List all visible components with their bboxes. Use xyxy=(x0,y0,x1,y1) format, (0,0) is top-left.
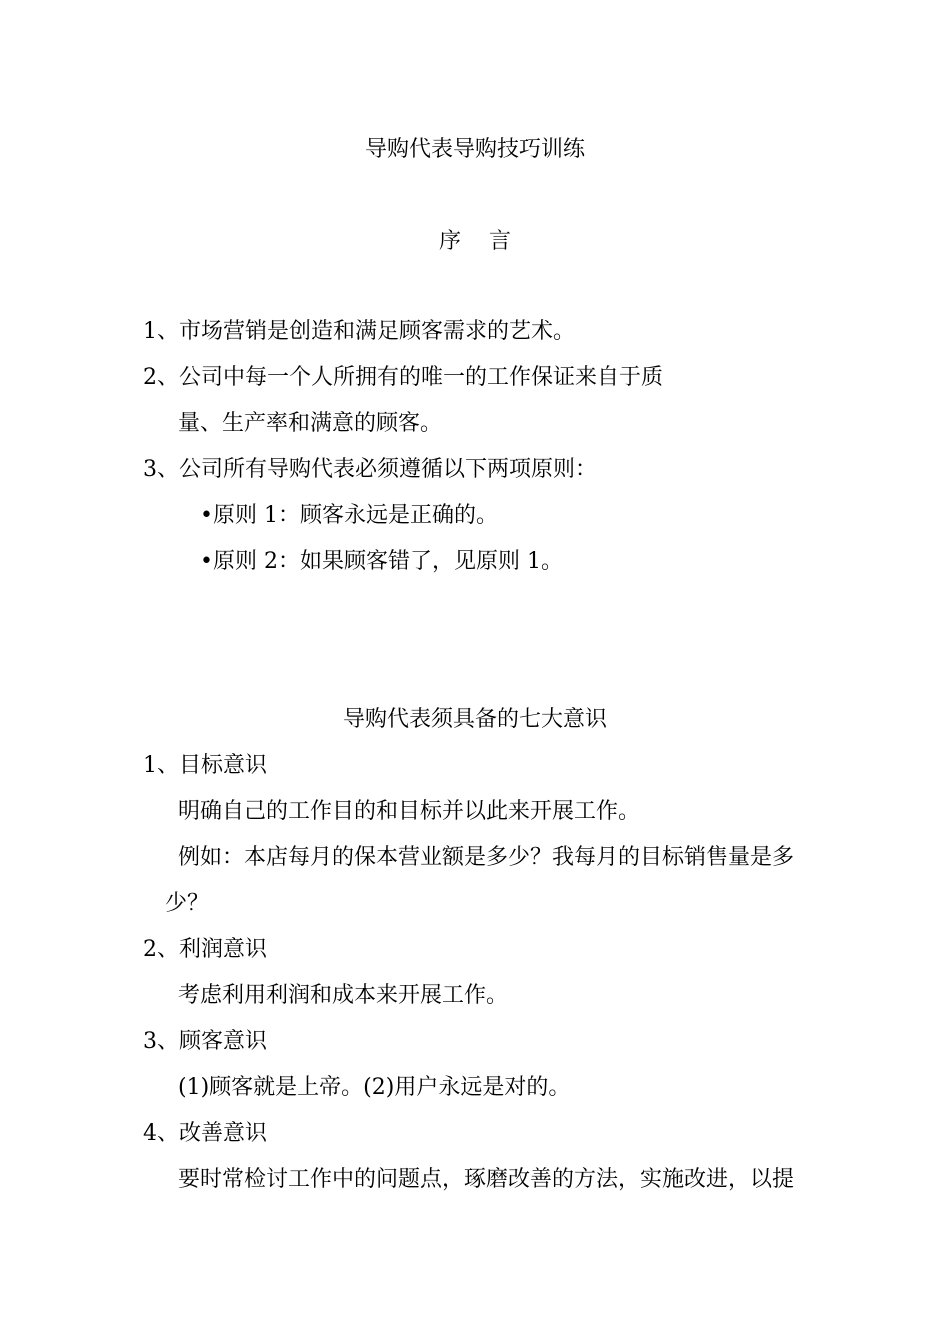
awareness-2-title: 2、利润意识 xyxy=(143,937,267,962)
awareness-4-desc: 要时常检讨工作中的问题点，琢磨改善的方法，实施改进，以提 xyxy=(178,1167,795,1192)
awareness-1-title: 1、目标意识 xyxy=(143,753,267,778)
section-heading: 导购代表须具备的七大意识 xyxy=(342,707,607,732)
awareness-1-example: 例如：本店每月的保本营业额是多少？我每月的目标销售量是多 xyxy=(178,845,795,870)
preface-item-1: 1、市场营销是创造和满足顾客需求的艺术。 xyxy=(143,319,575,344)
preface-heading: 序 言 xyxy=(439,229,511,254)
awareness-1-example-continued: 少？ xyxy=(165,891,210,916)
document-title: 导购代表导购技巧训练 xyxy=(364,137,585,162)
preface-item-2-continued: 量、生产率和满意的顾客。 xyxy=(178,411,443,436)
awareness-2-desc: 考虑利用利润和成本来开展工作。 xyxy=(178,983,509,1008)
awareness-1-desc: 明确自己的工作目的和目标并以此来开展工作。 xyxy=(178,799,641,824)
preface-item-3: 3、公司所有导购代表必须遵循以下两项原则： xyxy=(143,457,597,482)
awareness-3-desc: (1)顾客就是上帝。(2)用户永远是对的。 xyxy=(178,1075,571,1100)
awareness-4-title: 4、改善意识 xyxy=(143,1121,267,1146)
awareness-3-title: 3、顾客意识 xyxy=(143,1029,267,1054)
principle-2: •原则 2：如果顾客错了，见原则 1。 xyxy=(200,549,563,574)
principle-1: •原则 1：顾客永远是正确的。 xyxy=(200,503,498,528)
preface-item-2: 2、公司中每一个人所拥有的唯一的工作保证来自于质 xyxy=(143,365,663,390)
